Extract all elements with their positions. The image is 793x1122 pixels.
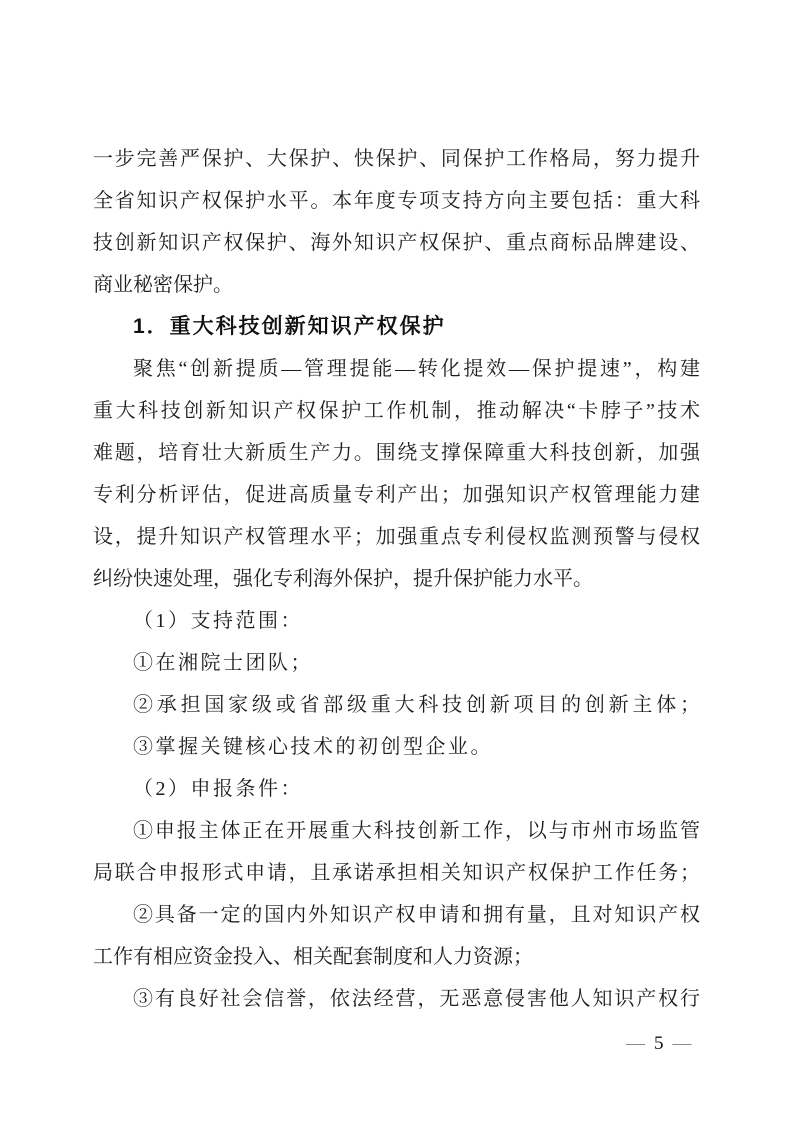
text-line: 一步完善严保护、大保护、快保护、同保护工作格局，努力提升: [93, 148, 700, 170]
text-line: 技创新知识产权保护、海外知识产权保护、重点商标品牌建设、: [93, 232, 700, 254]
text-line: 全省知识产权保护水平。本年度专项支持方向主要包括：重大科: [93, 190, 700, 212]
text-line: ②承担国家级或省部级重大科技创新项目的创新主体；: [133, 694, 700, 716]
page-number: 5: [654, 1033, 664, 1054]
section-heading: 1．重大科技创新知识产权保护: [133, 315, 446, 338]
text-line: 局联合申报形式申请，且承诺承担相关知识产权保护工作任务；: [93, 862, 700, 884]
text-line: （2）申报条件：: [133, 778, 303, 800]
text-line: ①申报主体正在开展重大科技创新工作，以与市州市场监管: [133, 820, 700, 842]
text-line: 专利分析评估，促进高质量专利产出；加强知识产权管理能力建: [93, 484, 700, 506]
page-footer: [626, 1031, 692, 1057]
text-line: 聚焦“创新提质—管理提能—转化提效—保护提速”，构建: [133, 358, 700, 380]
text-line: 重大科技创新知识产权保护工作机制，推动解决“卡脖子”技术: [93, 400, 700, 422]
footer-dash-left: —: [626, 1033, 645, 1054]
text-line: （1）支持范围：: [133, 610, 303, 632]
text-line: 难题，培育壮大新质生产力。围绕支撑保障重大科技创新，加强: [93, 442, 700, 464]
text-line: 设，提升知识产权管理水平；加强重点专利侵权监测预警与侵权: [93, 526, 700, 548]
page-body: [93, 138, 700, 1020]
text-line: ①在湘院士团队；: [133, 652, 313, 674]
footer-dash-right: —: [672, 1033, 692, 1054]
text-line: 工作有相应资金投入、相关配套制度和人力资源；: [93, 946, 533, 968]
text-line: 商业秘密保护。: [93, 274, 233, 296]
text-line: ③掌握关键核心技术的初创型企业。: [133, 736, 493, 758]
text-line: ②具备一定的国内外知识产权申请和拥有量，且对知识产权: [133, 904, 700, 926]
text-line: ③有良好社会信誉，依法经营，无恶意侵害他人知识产权行: [133, 988, 700, 1010]
text-line: 纠纷快速处理，强化专利海外保护，提升保护能力水平。: [93, 568, 593, 590]
